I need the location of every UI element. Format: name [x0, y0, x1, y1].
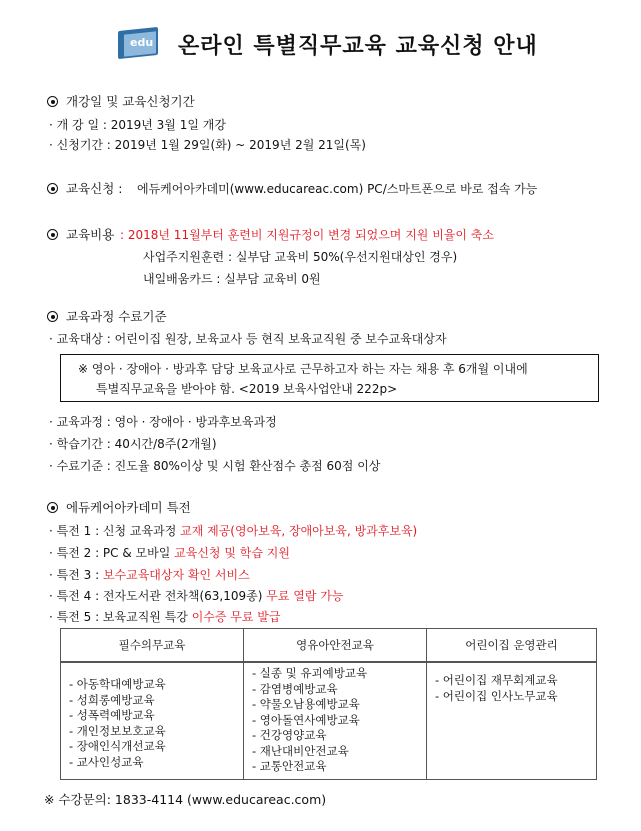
- course-table: [60, 628, 597, 780]
- list-item: - 감염병예방교육: [252, 681, 338, 696]
- course-completion: · 수료기준 : 진도율 80%이상 및 시험 환산점수 총점 60점 이상: [49, 459, 381, 473]
- apply-period-line: · 신청기간 : 2019년 1월 29일(화) ~ 2019년 2월 21일(목): [49, 138, 366, 152]
- table-cell-management: [427, 662, 597, 780]
- bullet-circle-icon: [47, 311, 58, 322]
- section-course-heading: 교육과정 수료기준: [47, 309, 167, 325]
- bullet-circle-icon: [47, 229, 58, 240]
- header: [118, 24, 538, 64]
- cost-line-employer: 사업주지원훈련 : 실부담 교육비 50%(우선지원대상인 경우): [143, 250, 458, 264]
- list-item: - 어린이집 인사노무교육: [435, 688, 558, 703]
- list-item: - 약물오남용예방교육: [252, 697, 360, 711]
- list-item: - 성희롱예방교육: [69, 692, 155, 707]
- note-line-1: ※ 영아 · 장애아 · 방과후 담당 보육교사로 근무하고자 하는 자는 채용 후 6개월 이내에: [78, 362, 528, 376]
- list-item: - 건강영양교육: [252, 728, 327, 742]
- list-item: - 실종 및 유괴예방교육: [252, 666, 368, 680]
- benefit-item-5: · 특전 5 : 보육교직원 특강 이수증 무료 발급: [49, 610, 281, 624]
- bullet-circle-icon: [47, 502, 58, 513]
- section-cost-heading: 교육비용: [47, 227, 114, 243]
- bullet-circle-icon: [47, 183, 58, 194]
- list-item: - 교통안전교육: [252, 759, 327, 773]
- table-header: 필수의무교육: [61, 629, 244, 663]
- table-header: 영유아안전교육: [244, 629, 427, 663]
- benefit-item-4: · 특전 4 : 전자도서관 전차책(63,109종) 무료 열람 가능: [49, 589, 344, 603]
- course-curriculum: · 교육과정 : 영아 · 장애아 · 방과후보육과정: [49, 415, 277, 429]
- list-item: - 아동학대예방교육: [69, 677, 166, 691]
- table-cell-mandatory: [61, 662, 244, 780]
- benefit-item-1: · 특전 1 : 신청 교육과정 교재 제공(영아보육, 장애아보육, 방과후보육): [49, 524, 418, 538]
- list-item: - 재난대비안전교육: [252, 743, 349, 758]
- edu-logo: edu: [118, 27, 162, 61]
- section-period-heading: 개강일 및 교육신청기간: [47, 94, 195, 110]
- course-target: · 교육대상 : 어린이집 원장, 보육교사 등 현직 보육교직원 중 보수교육대상자: [49, 332, 447, 346]
- benefit-item-2: · 특전 2 : PC & 모바일 교육신청 및 학습 지원: [49, 546, 290, 560]
- table-cell-safety: [244, 662, 427, 780]
- list-item: - 교사인성교육: [69, 754, 144, 769]
- list-item: - 영아돌연사예방교육: [252, 712, 360, 727]
- list-item: - 개인정보보호교육: [69, 723, 166, 738]
- list-item: - 성폭력예방교육: [69, 708, 155, 722]
- cost-line-card: 내일배움카드 : 실부담 교육비 0원: [143, 272, 321, 286]
- list-item: - 어린이집 재무회계교육: [435, 673, 558, 687]
- cost-notice: : 2018년 11월부터 훈련비 지원규정이 변경 되었으며 지원 비율이 축소: [120, 228, 494, 242]
- footer-contact: ※ 수강문의: 1833-4114 (www.educareac.com): [44, 792, 327, 807]
- bullet-circle-icon: [47, 96, 58, 107]
- list-item: - 장애인식개선교육: [69, 739, 166, 753]
- table-header: 어린이집 운영관리: [427, 629, 597, 663]
- section-benefits-heading: 에듀케어아카데미 특전: [47, 500, 191, 516]
- course-duration: · 학습기간 : 40시간/8주(2개월): [49, 437, 217, 451]
- note-line-2: 특별직무교육을 받아야 함. <2019 보육사업안내 222p>: [96, 382, 398, 396]
- apply-method-text: 에듀케어아카데미(www.educareac.com) PC/스마트폰으로 바로 접속 가능: [137, 182, 538, 196]
- benefit-item-3: · 특전 3 : 보수교육대상자 확인 서비스: [49, 568, 250, 582]
- page-title: 온라인 특별직무교육 교육신청 안내: [178, 33, 538, 59]
- start-date-line: · 개 강 일 : 2019년 3월 1일 개강: [49, 118, 226, 132]
- section-apply-heading: 교육신청 :: [47, 181, 123, 197]
